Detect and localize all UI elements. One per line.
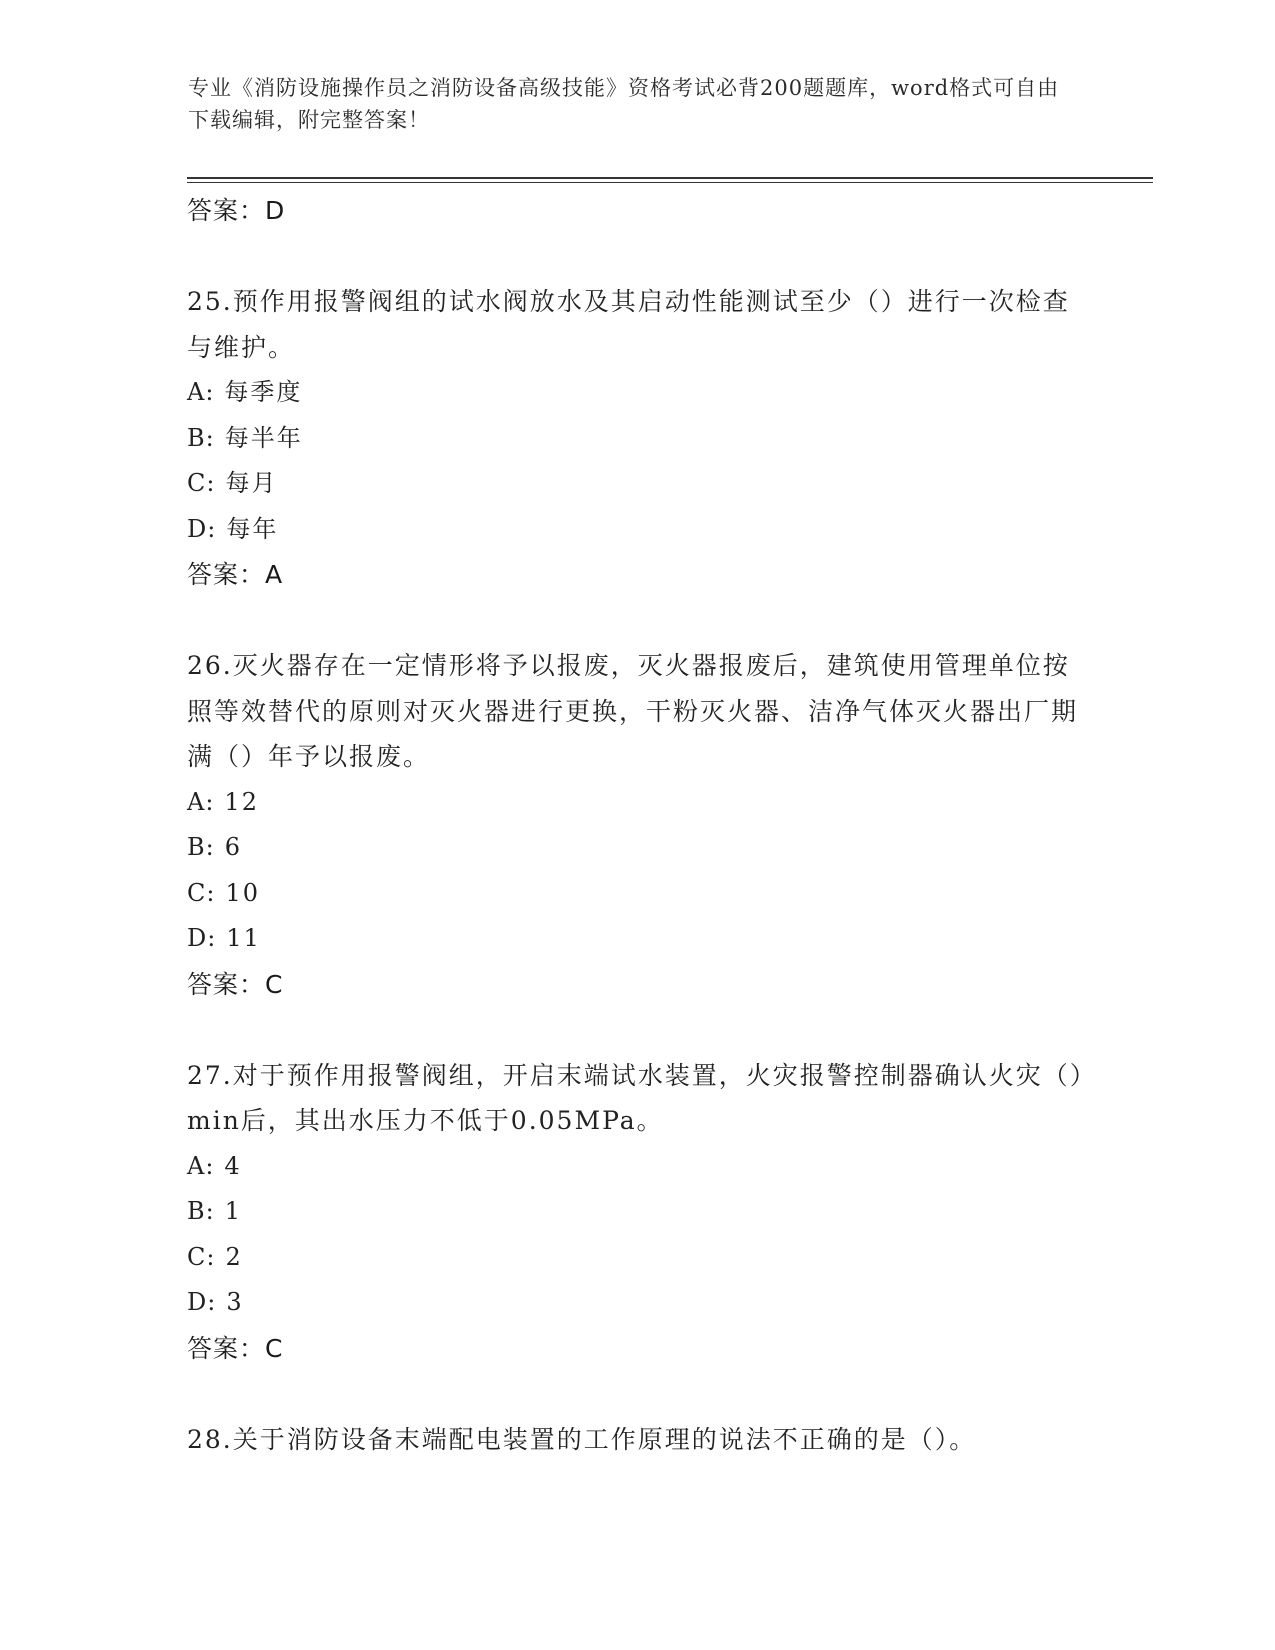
option-d: D: 11 <box>187 924 261 952</box>
question-stem: 27.对于预作用报警阀组，开启末端试水装置，火灾报警控制器确认火灾（）min后，其出水压力不低于0.05MPa。 <box>187 1060 1085 1135</box>
question-26 <box>187 643 1087 1007</box>
question-25 <box>187 279 1087 597</box>
answer-line: 答案：C <box>187 1333 284 1363</box>
header-divider-thick <box>187 177 1153 179</box>
question-stem: 28.关于消防设备末端配电装置的工作原理的说法不正确的是（）。 <box>187 1424 977 1454</box>
option-c: C: 每月 <box>187 469 278 497</box>
question-stem: 25.预作用报警阀组的试水阀放水及其启动性能测试至少（）进行一次检查与维护。 <box>187 287 1070 362</box>
option-b: B: 每半年 <box>187 423 303 452</box>
question-stem: 26.灭火器存在一定情形将予以报废，灭火器报废后，建筑使用管理单位按照等效替代的原则对灭火器进行更换，干粉灭火器、洁净气体灭火器出厂期满（）年予以报废。 <box>187 651 1079 771</box>
option-d: D: 每年 <box>187 514 279 543</box>
header-divider-thin <box>187 182 1153 183</box>
option-a: A: 12 <box>187 787 259 816</box>
option-a: A: 4 <box>187 1151 242 1180</box>
question-27 <box>187 1053 1087 1371</box>
option-d: D: 3 <box>187 1288 244 1316</box>
question-list <box>187 188 1087 1462</box>
option-b: B: 1 <box>187 1197 243 1225</box>
document-header: 专业《消防设施操作员之消防设备高级技能》资格考试必背200题题库，word格式可自由下载编辑，附完整答案！ <box>188 76 1060 132</box>
option-b: B: 6 <box>187 833 243 861</box>
answer-line: 答案：C <box>187 969 284 999</box>
question-28 <box>187 1417 1087 1463</box>
previous-answer: 答案：D <box>187 196 286 225</box>
option-a: A: 每季度 <box>187 378 303 406</box>
option-c: C: 2 <box>187 1242 243 1271</box>
answer-line: 答案：A <box>187 560 284 589</box>
option-c: C: 10 <box>187 878 260 907</box>
